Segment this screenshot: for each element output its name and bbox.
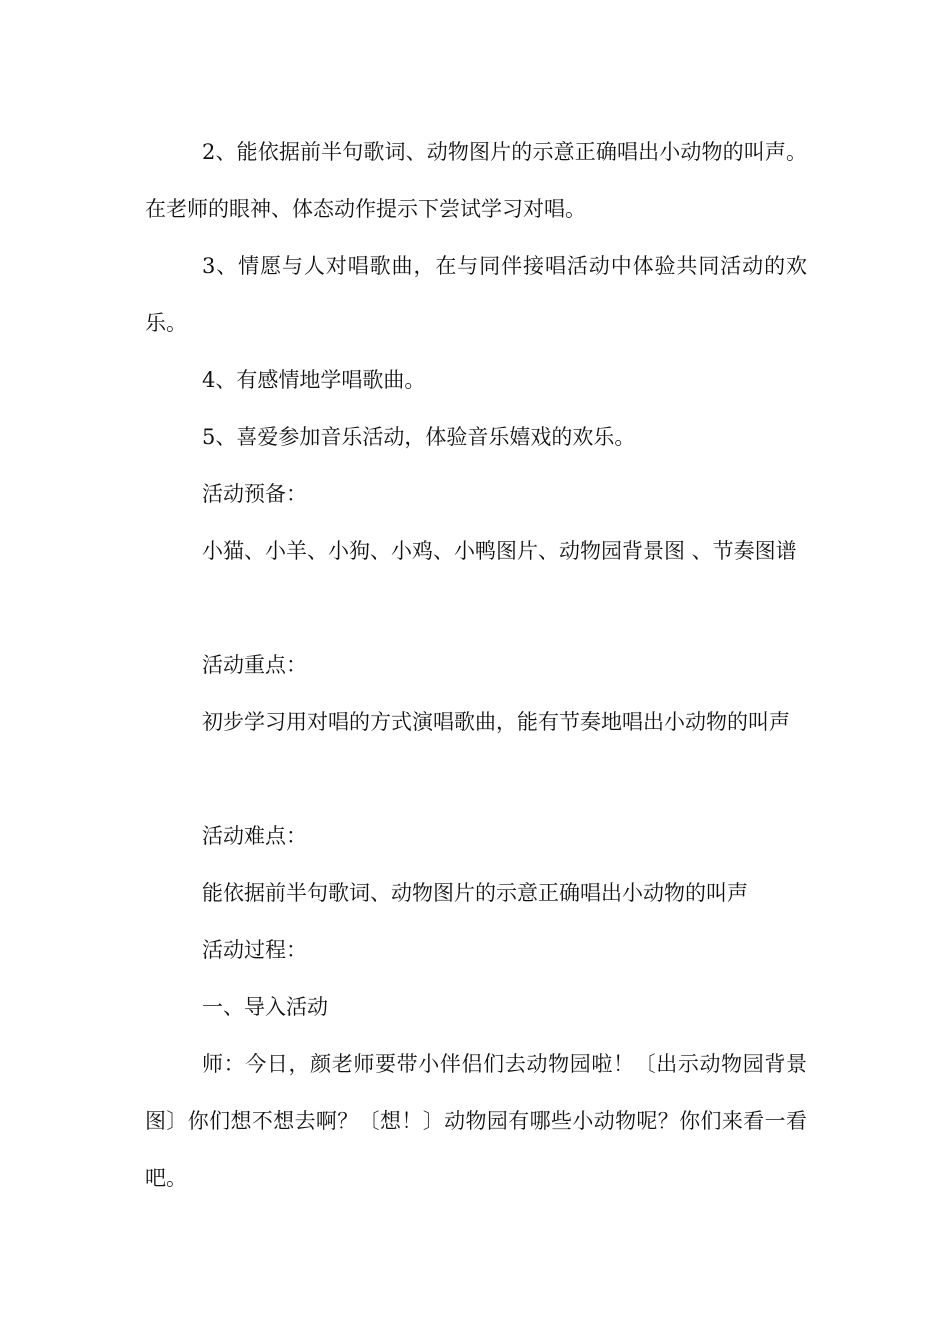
paragraph-difficulties: 能依据前半句歌词、动物图片的示意正确唱出小动物的叫声 <box>202 881 748 905</box>
heading-intro-activity: 一、导入活动 <box>202 995 328 1019</box>
paragraph-teacher-dialogue: 师：今日，颜老师要带小伴侣们去动物园啦！〔出示动物园背景图〕你们想不想去啊？〔想！〕动物园有哪些小动物呢？你们来看一看吧。 <box>145 1052 807 1190</box>
heading-difficulties: 活动难点： <box>202 824 307 848</box>
heading-process: 活动过程： <box>202 938 307 962</box>
paragraph-objective-2: 2、能依据前半句歌词、动物图片的示意正确唱出小动物的叫声。在老师的眼神、体态动作提示下尝试学习对唱。 <box>145 140 807 221</box>
paragraph-preparation-items: 小猫、小羊、小狗、小鸡、小鸭图片、动物园背景图 、节奏图谱 <box>202 539 797 563</box>
paragraph-key-points: 初步学习用对唱的方式演唱歌曲，能有节奏地唱出小动物的叫声 <box>202 710 790 734</box>
paragraph-objective-3: 3、情愿与人对唱歌曲，在与同伴接唱活动中体验共同活动的欢乐。 <box>145 254 807 335</box>
heading-key-points: 活动重点： <box>202 653 307 677</box>
heading-preparation: 活动预备： <box>202 482 307 506</box>
paragraph-objective-4: 4、有感情地学唱歌曲。 <box>202 368 426 392</box>
paragraph-objective-5: 5、喜爱参加音乐活动，体验音乐嬉戏的欢乐。 <box>202 425 636 449</box>
